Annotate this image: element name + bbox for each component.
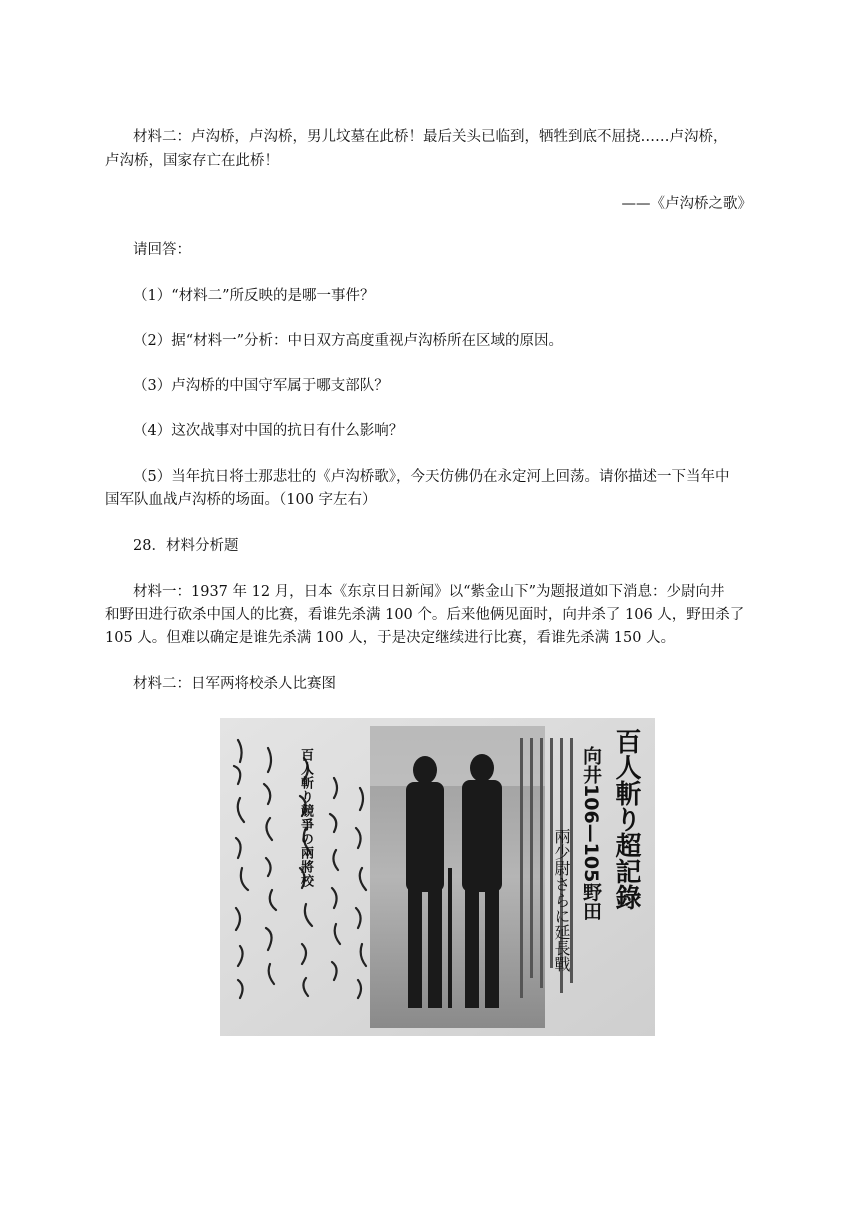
question-4: （4）这次战事对中国的抗日有什么影响？: [133, 423, 404, 439]
question-1: （1）“材料二”所反映的是哪一事件？: [133, 288, 375, 304]
material2-line1: 材料二：卢沟桥，卢沟桥，男儿坟墓在此桥！最后关头已临到，牺牲到底不屈挠……卢沟桥，: [133, 129, 728, 145]
please-answer: 请回答：: [133, 242, 191, 258]
question-2: （2）据“材料一”分析：中日双方高度重视卢沟桥所在区域的原因。: [133, 333, 564, 349]
headline: 百人斬り超記錄: [611, 728, 641, 910]
material1-line1: 材料一：1937 年 12 月，日本《东京日日新闻》以“紫金山下”为题报道如下消息：少尉向井: [133, 584, 725, 600]
side-title: 百人斬り競爭の兩將校: [298, 748, 313, 888]
material2-caption: 材料二：日军两将校杀人比赛图: [133, 676, 336, 692]
sub-headline-scores: 向井106—105野田: [580, 746, 602, 921]
material2-line2: 卢沟桥，国家存亡在此桥！: [105, 153, 279, 169]
material1-line3: 105 人。但难以确定是谁先杀满 100 人，于是决定继续进行比赛，看谁先杀满 150 人。: [105, 630, 676, 646]
song-source: ——《卢沟桥之歌》: [621, 196, 752, 212]
question-3: （3）卢沟桥的中国守军属于哪支部队？: [133, 378, 389, 394]
sub-headline-extension: 兩少尉さらに延長戰: [552, 828, 571, 972]
question-5-line1: （5）当年抗日将士那悲壮的《卢沟桥歌》，今天仿佛仍在永定河上回荡。请你描述一下当年中: [133, 469, 730, 485]
section-title: 28．材料分析题: [133, 538, 239, 554]
question-5-line2: 国军队血战卢沟桥的场面。（100 字左右）: [105, 492, 377, 508]
material1-line2: 和野田进行砍杀中国人的比赛，看谁先杀满 100 个。后来他俩见面时，向井杀了 106 人，野田杀了: [105, 607, 745, 623]
newspaper-photo: [220, 718, 655, 1036]
